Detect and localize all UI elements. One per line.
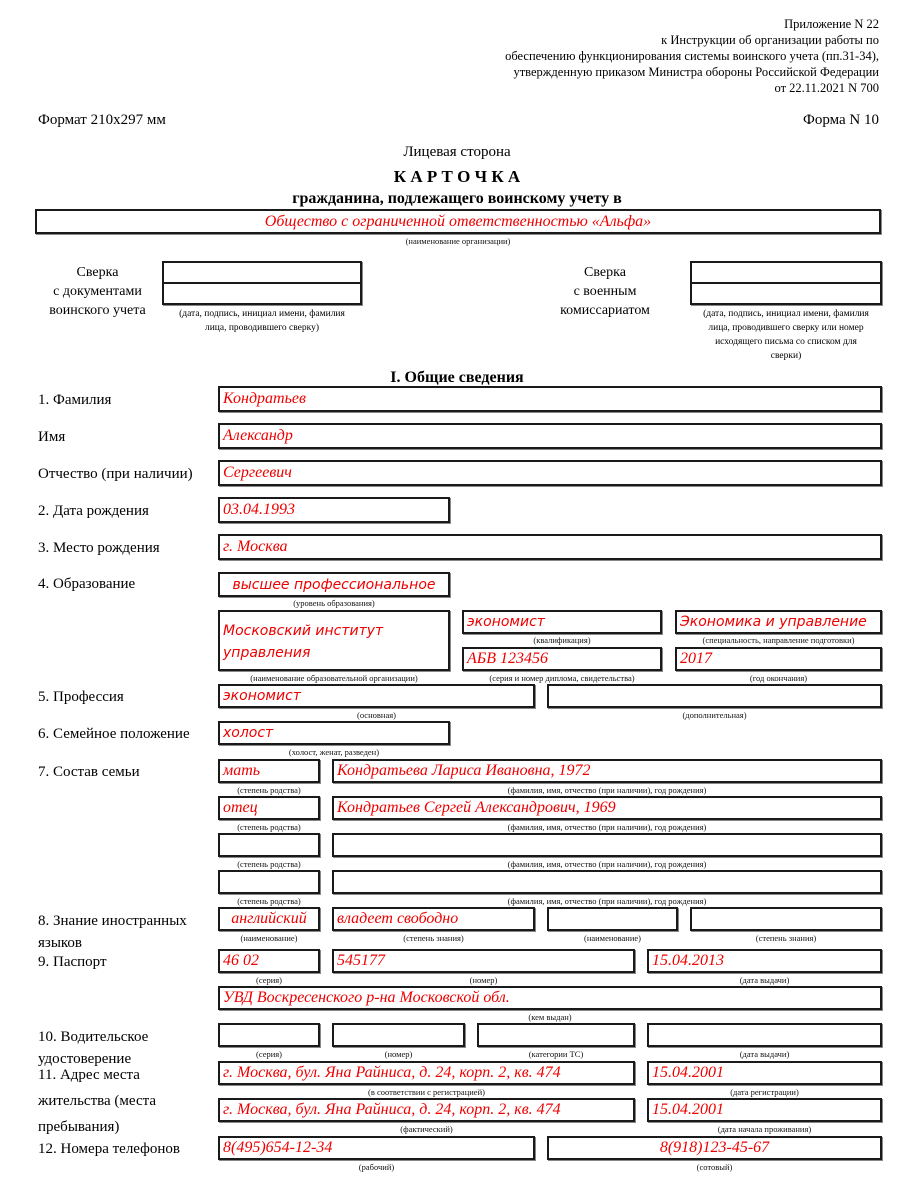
docs-reconciliation-field-2[interactable] (162, 282, 362, 305)
mobile-phone-field[interactable] (547, 1136, 882, 1160)
label-line: 8. Знание иностранных (38, 913, 187, 929)
language-name-caption: (наименование) (583, 933, 642, 943)
card-subtitle: гражданина, подлежащего воинскому учету в (292, 190, 622, 207)
marital-label: 6. Семейное положение (38, 726, 190, 742)
label-line: Сверка (76, 265, 119, 280)
family-relation-caption: (степень родства) (237, 896, 301, 906)
license-series-caption: (серия) (255, 1049, 283, 1059)
languages-label (38, 910, 187, 954)
profession-main-caption: (основная) (357, 710, 396, 720)
label-line: жительства (места (38, 1093, 157, 1109)
language-1-name-field[interactable] (218, 907, 320, 931)
form-number: Форма N 10 (802, 112, 879, 128)
registered-address-value: г. Москва, бул. Яна Райниса, д. 24, корп. 2, кв. 474 (223, 1064, 561, 1081)
family-relation-field[interactable] (218, 796, 320, 820)
appendix-line: Приложение N 22 (784, 17, 879, 31)
profession-label: 5. Профессия (38, 689, 124, 705)
family-relation-value: мать (223, 762, 261, 779)
docs-reconciliation-field-1[interactable] (162, 261, 362, 284)
appendix-line: к Инструкции об организации работы по (661, 33, 879, 47)
registration-date-value: 15.04.2001 (652, 1064, 724, 1081)
label-line: воинского учета (49, 303, 146, 318)
caption-line: исходящего письма со списком для (715, 337, 857, 347)
docs-reconciliation-label (30, 263, 165, 320)
work-phone-field[interactable] (218, 1136, 535, 1160)
label-line: 11. Адрес места (38, 1067, 140, 1083)
label-line: пребывания) (38, 1119, 120, 1135)
organization-value: Общество с ограниченной ответственностью «Альфа» (264, 212, 652, 230)
caption-line: лица, проводившего сверку) (204, 323, 320, 333)
profession-main-field[interactable] (218, 684, 535, 708)
birth-date-value: 03.04.1993 (223, 501, 295, 518)
education-level-value: высшее профессиональное (232, 576, 436, 593)
appendix-line: утвержденную приказом Министра обороны Российской Федерации (513, 65, 879, 79)
education-level-caption: (уровень образования) (293, 598, 375, 608)
surname-label: 1. Фамилия (38, 392, 112, 408)
specialty-caption: (специальность, направление подготовки) (702, 635, 855, 645)
license-categories-field[interactable] (477, 1023, 635, 1047)
organization-field[interactable] (35, 209, 881, 234)
license-label (38, 1026, 149, 1067)
education-label: 4. Образование (38, 576, 136, 592)
mobile-phone-caption: (сотовый) (696, 1162, 733, 1172)
family-relation-value: отец (223, 799, 258, 816)
birth-date-field[interactable] (218, 497, 450, 523)
family-relation-caption: (степень родства) (237, 785, 301, 795)
language-2-name-field[interactable] (547, 907, 678, 931)
license-categories-caption: (категории ТС) (528, 1049, 584, 1059)
residence-date-value: 15.04.2001 (652, 1101, 724, 1118)
passport-series-field[interactable] (218, 949, 320, 973)
passport-issue-date-field[interactable] (647, 949, 882, 973)
label-line: комиссариатом (560, 303, 650, 318)
family-relation-field[interactable] (218, 833, 320, 857)
graduation-year-field[interactable] (675, 647, 882, 671)
family-relation-caption: (степень родства) (237, 822, 301, 832)
passport-issue-date-value: 15.04.2013 (652, 952, 724, 969)
residence-date-field[interactable] (647, 1098, 882, 1122)
actual-address-value: г. Москва, бул. Яна Райниса, д. 24, корп. 2, кв. 474 (223, 1101, 561, 1118)
birth-place-field[interactable] (218, 534, 882, 560)
family-person-caption: (фамилия, имя, отчество (при наличии), год рождения) (507, 822, 707, 832)
name-field[interactable] (218, 423, 882, 449)
diploma-value: АБВ 123456 (467, 650, 548, 667)
commissariat-reconciliation-label (540, 263, 670, 320)
license-series-field[interactable] (218, 1023, 320, 1047)
graduation-year-value: 2017 (680, 650, 712, 667)
registration-date-caption: (дата регистрации) (730, 1087, 799, 1097)
qualification-field[interactable] (462, 610, 662, 634)
docs-reconciliation-caption (162, 307, 362, 335)
qualification-value: экономист (467, 614, 545, 630)
surname-field[interactable] (218, 386, 882, 412)
marital-value: холост (223, 725, 274, 741)
family-person-caption: (фамилия, имя, отчество (при наличии), год рождения) (507, 859, 707, 869)
institution-field[interactable] (218, 610, 450, 671)
license-number-caption: (номер) (384, 1049, 413, 1059)
family-person-caption: (фамилия, имя, отчество (при наличии), год рождения) (507, 785, 707, 795)
profession-main-value: экономист (223, 688, 301, 704)
name-label: Имя (38, 429, 66, 445)
card-title: К А Р Т О Ч К А (393, 167, 521, 186)
family-relation-field[interactable] (218, 759, 320, 783)
license-issue-date-field[interactable] (647, 1023, 882, 1047)
family-relation-caption: (степень родства) (237, 859, 301, 869)
institution-caption: (наименование образовательной организации) (250, 673, 418, 683)
diploma-field[interactable] (462, 647, 662, 671)
registration-date-field[interactable] (647, 1061, 882, 1085)
caption-line: лица, проводившего сверку или номер (708, 323, 864, 333)
institution-value (223, 620, 383, 664)
mobile-phone-value: 8(918)123-45-67 (659, 1139, 770, 1156)
side-label: Лицевая сторона (403, 144, 511, 160)
language-1-name-value: английский (231, 910, 307, 927)
institution-line: Московский институт (223, 623, 384, 639)
family-person-field[interactable] (332, 870, 882, 894)
family-relation-field[interactable] (218, 870, 320, 894)
appendix-line: от 22.11.2021 N 700 (774, 81, 879, 95)
registered-address-caption: (в соответствии с регистрацией) (368, 1087, 485, 1097)
language-2-level-field[interactable] (690, 907, 882, 931)
label-line: 10. Водительское (38, 1029, 149, 1045)
family-person-field[interactable] (332, 796, 882, 820)
label-line: языков (38, 935, 83, 951)
specialty-value: Экономика и управление (680, 614, 867, 630)
passport-issued-by-field[interactable] (218, 986, 882, 1010)
passport-number-value: 545177 (337, 952, 385, 969)
commissariat-reconciliation-field-1[interactable] (690, 261, 882, 284)
family-person-caption: (фамилия, имя, отчество (при наличии), год рождения) (507, 896, 707, 906)
license-number-field[interactable] (332, 1023, 465, 1047)
commissariat-reconciliation-field-2[interactable] (690, 282, 882, 305)
appendix-note (505, 16, 879, 96)
passport-series-caption: (серия) (255, 975, 283, 985)
language-1-level-value: владеет свободно (337, 910, 459, 927)
work-phone-caption: (рабочий) (358, 1162, 395, 1172)
appendix-line: обеспечению функционирования системы воинского учета (пп.31-34), (505, 49, 879, 63)
specialty-field[interactable] (675, 610, 882, 634)
passport-series-value: 46 02 (223, 952, 259, 969)
birth-date-label: 2. Дата рождения (38, 503, 149, 519)
caption-line: (дата, подпись, инициал имени, фамилия (179, 309, 345, 319)
profession-additional-caption: (дополнительная) (682, 710, 747, 720)
passport-label: 9. Паспорт (38, 954, 107, 970)
label-line: удостоверение (38, 1051, 132, 1067)
patronymic-value: Сергеевич (223, 464, 292, 481)
patronymic-field[interactable] (218, 460, 882, 486)
language-level-caption: (степень знания) (403, 933, 464, 943)
registered-address-field[interactable] (218, 1061, 635, 1085)
actual-address-caption: (фактический) (400, 1124, 453, 1134)
organization-caption: (наименование организации) (405, 236, 511, 246)
patronymic-label: Отчество (при наличии) (38, 466, 193, 482)
institution-line: управления (223, 645, 311, 661)
passport-number-caption: (номер) (469, 975, 498, 985)
surname-value: Кондратьев (223, 390, 306, 407)
marital-field[interactable] (218, 721, 450, 745)
passport-issued-by-caption: (кем выдан) (528, 1012, 572, 1022)
name-value: Александр (223, 427, 293, 444)
caption-line: сверки) (770, 351, 802, 361)
birth-place-label: 3. Место рождения (38, 540, 160, 556)
work-phone-value: 8(495)654-12-34 (223, 1139, 333, 1156)
family-person-field[interactable] (332, 759, 882, 783)
family-person-field[interactable] (332, 833, 882, 857)
passport-number-field[interactable] (332, 949, 635, 973)
family-person-value: Кондратьев Сергей Александрович, 1969 (337, 799, 616, 816)
family-person-value: Кондратьева Лариса Ивановна, 1972 (337, 762, 591, 779)
label-line: с военным (573, 284, 637, 299)
actual-address-field[interactable] (218, 1098, 635, 1122)
language-1-level-field[interactable] (332, 907, 535, 931)
phones-label: 12. Номера телефонов (38, 1141, 180, 1157)
license-issue-date-caption: (дата выдачи) (739, 1049, 790, 1059)
birth-place-value: г. Москва (223, 538, 288, 555)
passport-issue-date-caption: (дата выдачи) (739, 975, 790, 985)
label-line: Сверка (584, 265, 626, 280)
qualification-caption: (квалификация) (533, 635, 591, 645)
label-line: с документами (53, 284, 142, 299)
commissariat-reconciliation-caption (686, 307, 886, 363)
graduation-year-caption: (год окончания) (749, 673, 808, 683)
marital-caption: (холост, женат, разведен) (288, 747, 380, 757)
language-level-caption: (степень знания) (755, 933, 817, 943)
format-label: Формат 210x297 мм (38, 112, 166, 128)
family-label: 7. Состав семьи (38, 764, 140, 780)
caption-line: (дата, подпись, инициал имени, фамилия (703, 309, 869, 319)
profession-additional-field[interactable] (547, 684, 882, 708)
language-name-caption: (наименование) (240, 933, 298, 943)
passport-issued-by-value: УВД Воскресенского р-на Московской обл. (223, 989, 510, 1006)
diploma-caption: (серия и номер диплома, свидетельства) (489, 673, 635, 683)
address-label (38, 1062, 157, 1135)
residence-date-caption: (дата начала проживания) (717, 1124, 812, 1134)
education-level-field[interactable] (218, 572, 450, 597)
section-title: I. Общие сведения (390, 369, 524, 386)
